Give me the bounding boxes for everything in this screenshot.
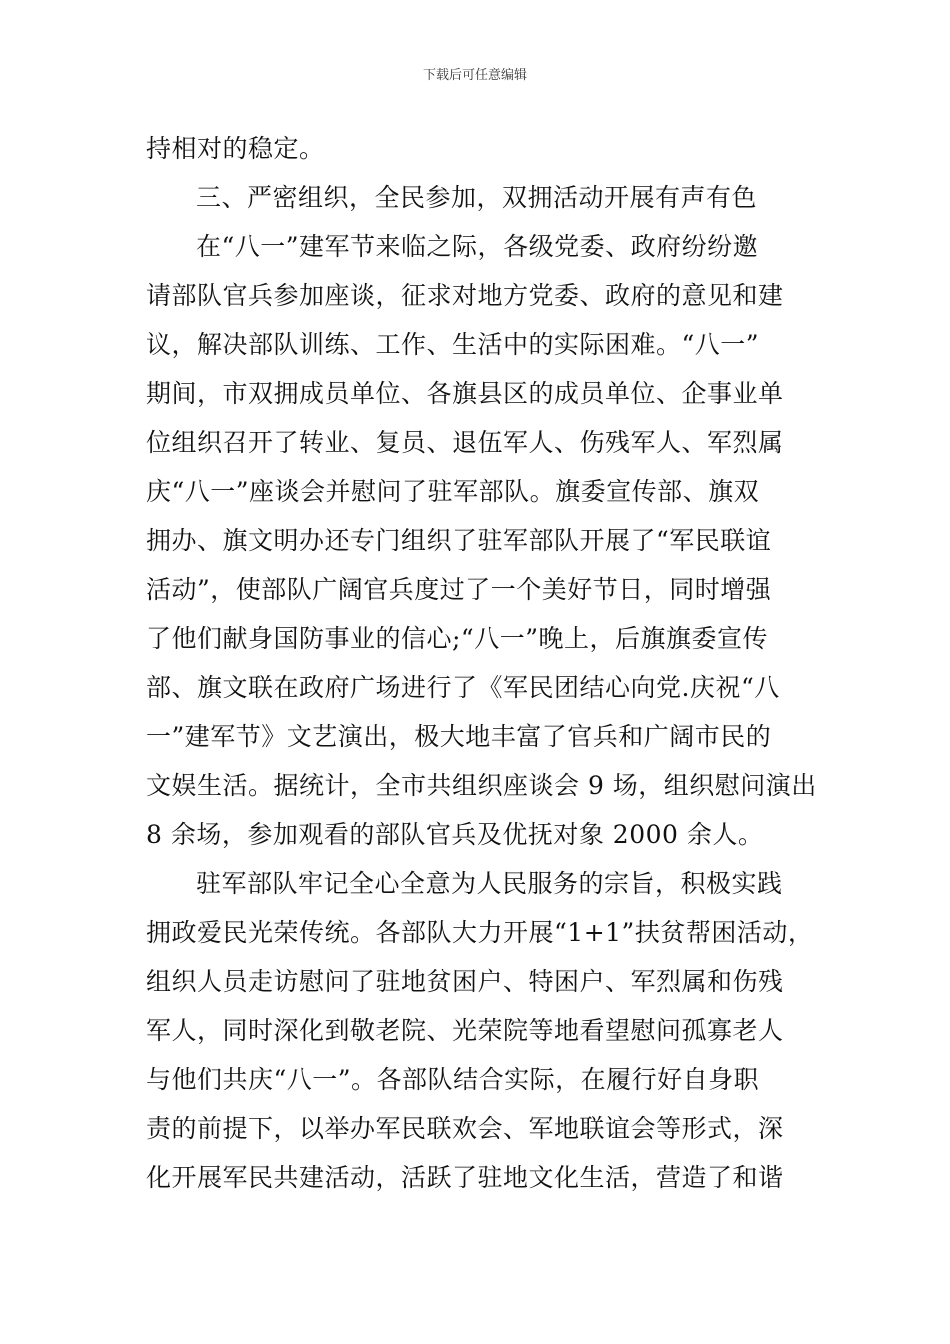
text-line: 与他们共庆“八一”。各部队结合实际，在履行好自身职 <box>146 1065 760 1094</box>
text-line: 期间，市双拥成员单位、各旗县区的成员单位、企事业单 <box>146 379 784 408</box>
text-line: 责的前提下，以举办军民联欢会、军地联谊会等形式，深 <box>146 1114 784 1143</box>
text-line: 庆“八一”座谈会并慰问了驻军部队。旗委宣传部、旗双 <box>146 477 760 506</box>
text-line: 了他们献身国防事业的信心;“八一”晚上，后旗旗委宣传 <box>146 624 768 653</box>
text-line: 位组织召开了转业、复员、退伍军人、伤残军人、军烈属 <box>146 428 784 457</box>
text-line: 8 余场，参加观看的部队官兵及优抚对象 2000 余人。 <box>146 820 764 849</box>
page-header-note: 下载后可任意编辑 <box>422 68 527 83</box>
document-body <box>146 124 818 1202</box>
text-line: 军人，同时深化到敬老院、光荣院等地看望慰问孤寡老人 <box>146 1016 784 1045</box>
text-line: 活动”，使部队广阔官兵度过了一个美好节日，同时增强 <box>146 575 772 604</box>
text-line: 文娱生活。据统计，全市共组织座谈会 9 场，组织慰问演出 <box>146 771 817 800</box>
text-line: 部、旗文联在政府广场进行了《军民团结心向党.庆祝“八 <box>146 673 780 702</box>
text-line: 驻军部队牢记全心全意为人民服务的宗旨，积极实践 <box>196 869 783 898</box>
text-line: 一”建军节》文艺演出，极大地丰富了官兵和广阔市民的 <box>146 722 772 751</box>
text-line: 化开展军民共建活动，活跃了驻地文化生活，营造了和谐 <box>146 1163 784 1192</box>
text-line: 组织人员走访慰问了驻地贫困户、特困户、军烈属和伤残 <box>146 967 784 996</box>
text-line: 拥政爱民光荣传统。各部队大力开展“1+1”扶贫帮困活动， <box>146 918 814 947</box>
text-line: 议，解决部队训练、工作、生活中的实际困难。“八一” <box>146 330 760 359</box>
text-line: 请部队官兵参加座谈，征求对地方党委、政府的意见和建 <box>146 281 784 310</box>
text-line: 持相对的稳定。 <box>146 134 325 163</box>
text-line: 在“八一”建军节来临之际，各级党委、政府纷纷邀 <box>196 232 759 261</box>
text-line: 拥办、旗文明办还专门组织了驻军部队开展了“军民联谊 <box>146 526 772 555</box>
section-heading: 三、严密组织，全民参加，双拥活动开展有声有色 <box>196 183 758 212</box>
